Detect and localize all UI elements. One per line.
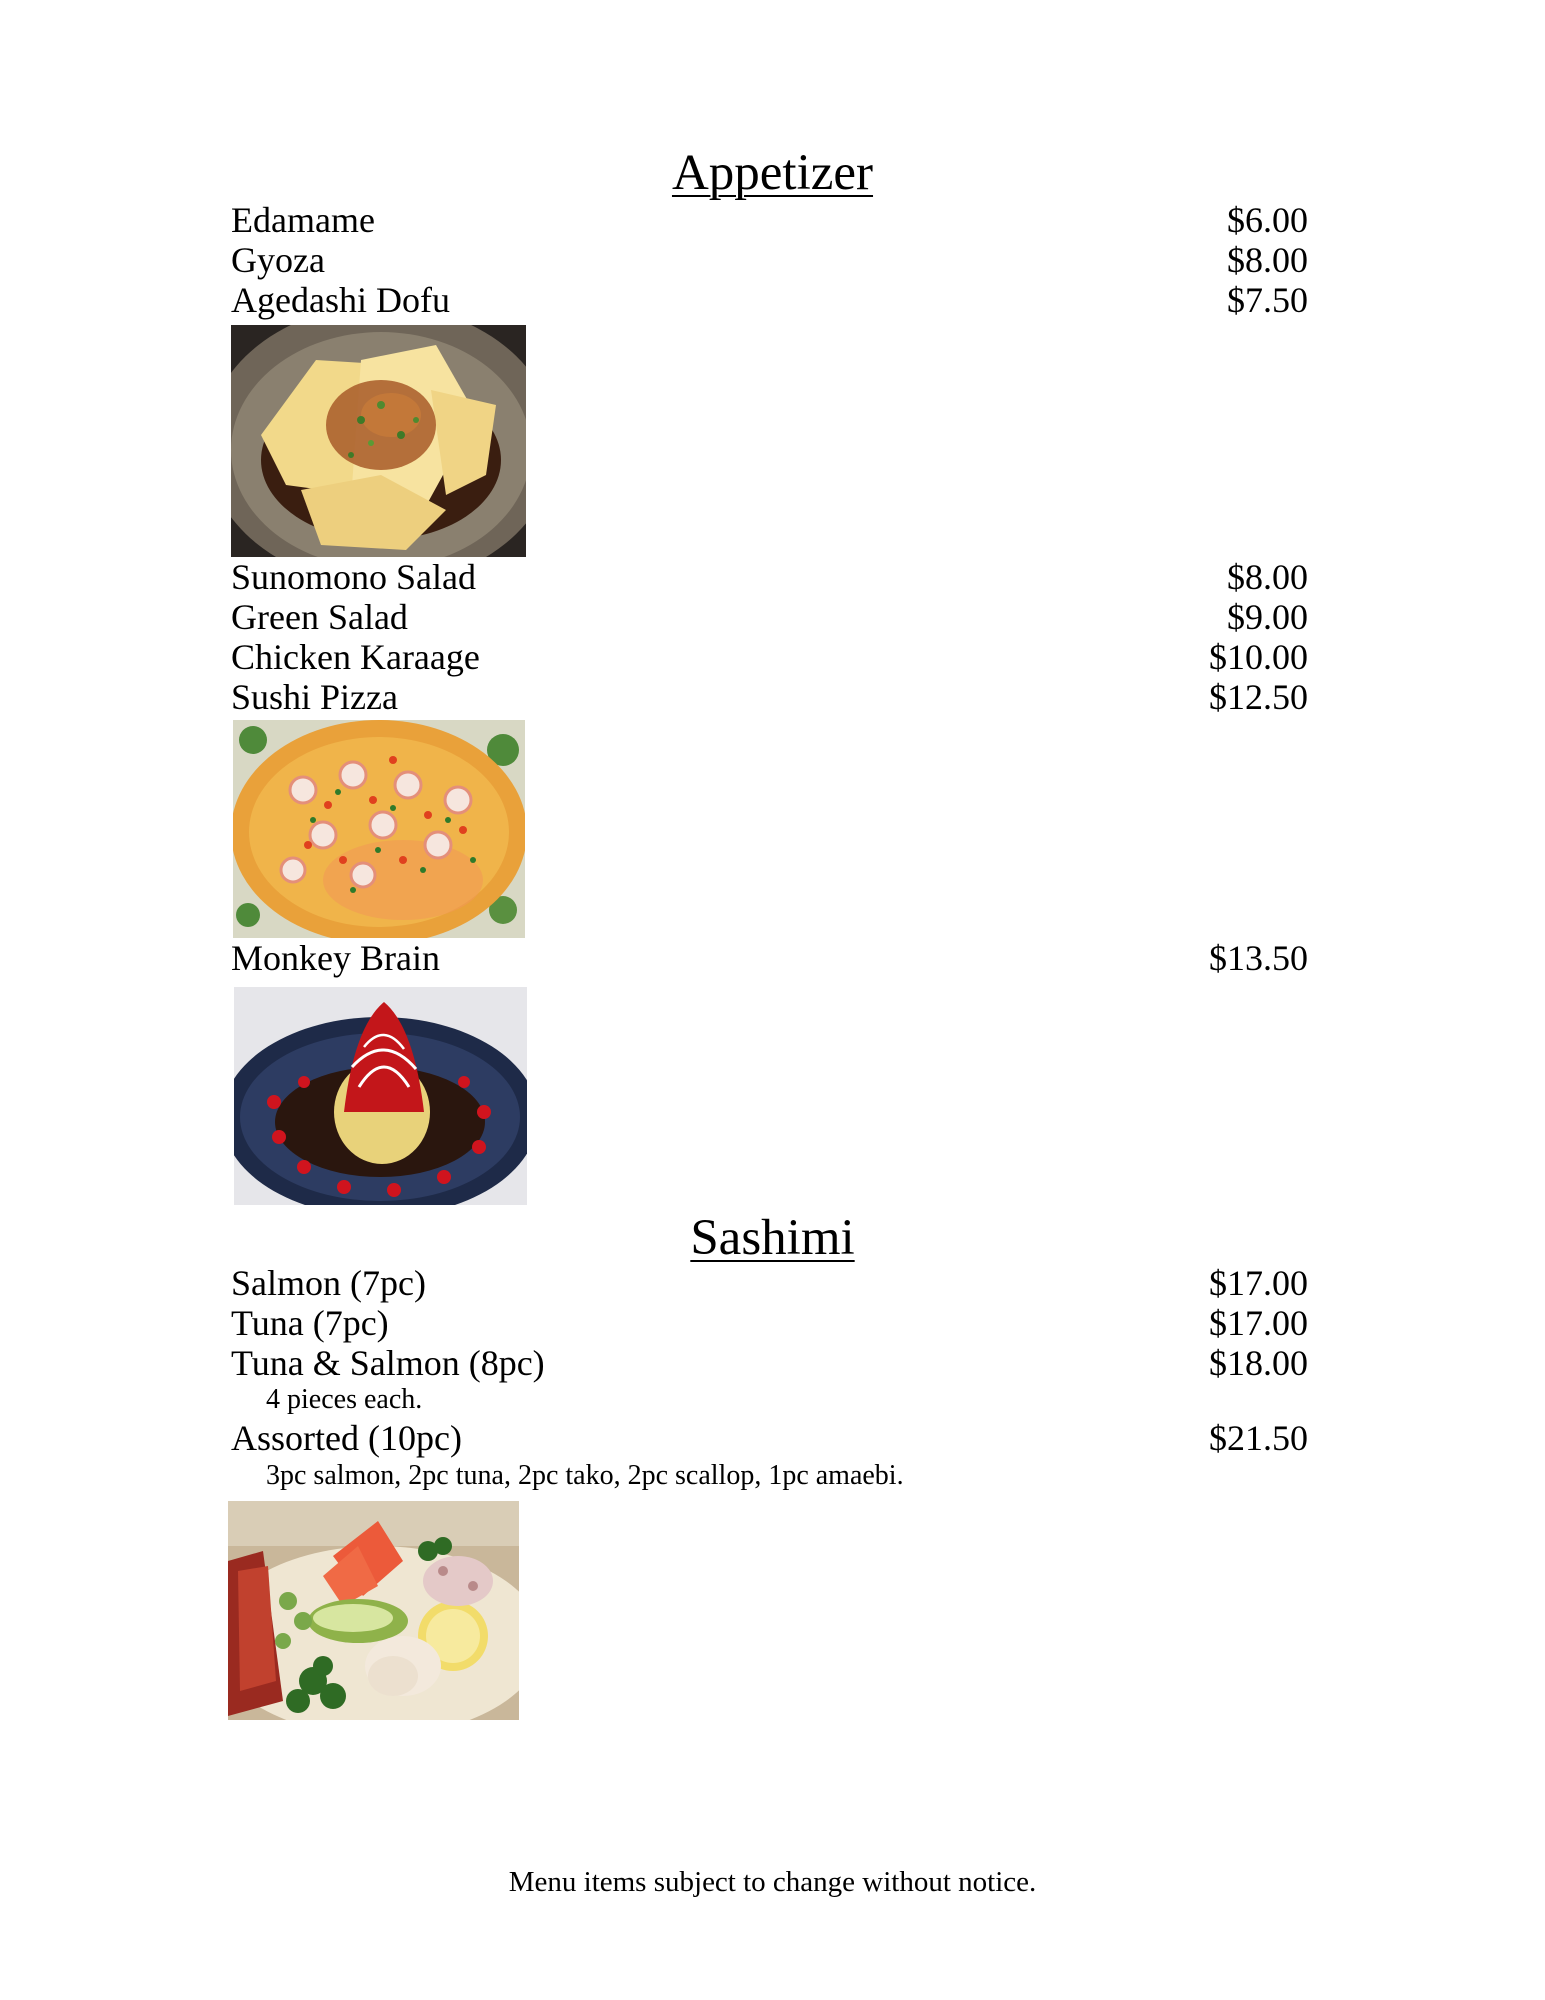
item-name: Sunomono Salad [231, 557, 477, 597]
item-name: Gyoza [231, 240, 325, 280]
assorted-sashimi-photo [228, 1501, 519, 1720]
item-note: 3pc salmon, 2pc tuna, 2pc tako, 2pc scallop, 1pc amaebi. [266, 1460, 904, 1491]
item-note: 4 pieces each. [266, 1384, 423, 1415]
monkey-brain-photo [234, 987, 527, 1205]
menu-item-agedashi-dofu [231, 280, 1308, 320]
menu-item-salmon [231, 1263, 1308, 1303]
menu-item-assorted [231, 1418, 1308, 1458]
menu-item-gyoza [231, 240, 1308, 280]
item-price: $10.00 [1209, 637, 1308, 677]
appetizer-heading: Appetizer [671, 145, 874, 201]
item-price: $8.00 [1227, 240, 1308, 280]
item-name: Chicken Karaage [231, 637, 480, 677]
item-price: $8.00 [1227, 557, 1308, 597]
menu-item-tuna [231, 1303, 1308, 1343]
item-name: Edamame [231, 200, 375, 240]
menu-item-sunomono-salad [231, 557, 1308, 597]
footer-disclaimer: Menu items subject to change without notice. [508, 1866, 1037, 1898]
sushi-pizza-photo [233, 720, 525, 938]
item-price: $9.00 [1227, 597, 1308, 637]
item-name: Tuna (7pc) [231, 1303, 389, 1343]
menu-item-tuna-salmon [231, 1343, 1308, 1383]
item-name: Agedashi Dofu [231, 280, 450, 320]
item-name: Assorted (10pc) [231, 1418, 462, 1458]
sashimi-heading: Sashimi [690, 1210, 855, 1266]
item-price: $13.50 [1209, 938, 1308, 978]
menu-item-green-salad [231, 597, 1308, 637]
agedashi-dofu-photo [231, 325, 526, 557]
item-name: Monkey Brain [231, 938, 440, 978]
item-price: $7.50 [1227, 280, 1308, 320]
menu-item-monkey-brain [231, 938, 1308, 978]
item-name: Salmon (7pc) [231, 1263, 426, 1303]
menu-item-edamame [231, 200, 1308, 240]
menu-item-chicken-karaage [231, 637, 1308, 677]
item-price: $6.00 [1227, 200, 1308, 240]
item-price: $21.50 [1209, 1418, 1308, 1458]
item-price: $17.00 [1209, 1263, 1308, 1303]
item-price: $12.50 [1209, 677, 1308, 717]
item-price: $17.00 [1209, 1303, 1308, 1343]
item-name: Green Salad [231, 597, 408, 637]
item-name: Tuna & Salmon (8pc) [231, 1343, 545, 1383]
item-price: $18.00 [1209, 1343, 1308, 1383]
menu-item-sushi-pizza [231, 677, 1308, 717]
item-name: Sushi Pizza [231, 677, 398, 717]
